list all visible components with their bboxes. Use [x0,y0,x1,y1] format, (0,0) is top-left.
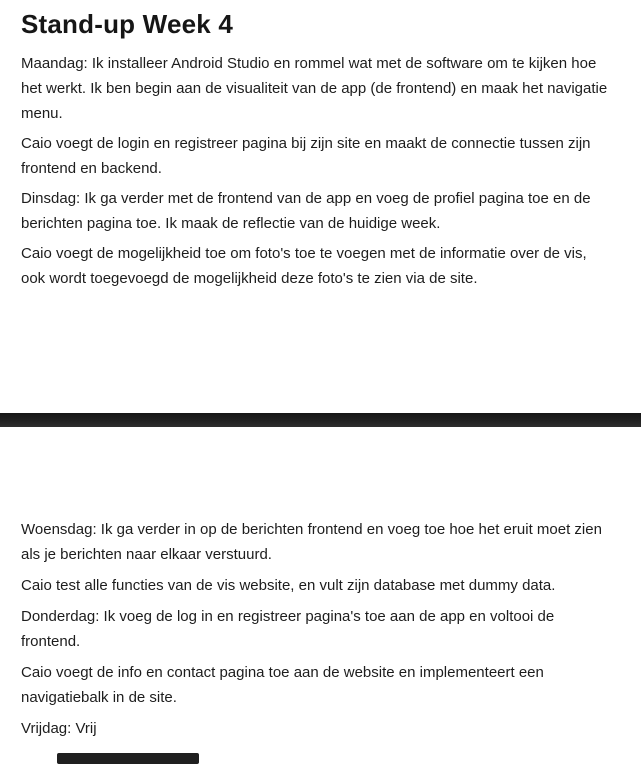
text-line: ook wordt toegevoegd de mogelijkheid deze foto's te zien via de site. [21,270,478,287]
text-line: frontend. [21,633,81,650]
text-line: frontend en backend. [21,160,162,177]
text-line: berichten pagina toe. Ik maak de reflectie van de huidige week. [21,215,441,232]
page-title: Stand-up Week 4 [21,9,234,39]
text-line: Woensdag: Ik ga verder in op de berichten frontend en voeg toe hoe het eruit moet zien [21,521,602,538]
text-line: Caio voegt de info en contact pagina toe aan de website en implementeert een [21,664,544,681]
text-line: Donderdag: Ik voeg de log in en registreer pagina's toe aan de app en voltooi de [21,608,555,625]
text-line: menu. [21,105,63,122]
text-line: het werkt. Ik ben begin aan de visualiteit van de app (de frontend) en maak het navigatie [21,80,608,97]
paragraph-vrijdag [21,716,621,741]
page-1 [21,0,621,296]
paragraph-caio-info [21,660,621,710]
text-line: Caio test alle functies van de vis website, en vult zijn database met dummy data. [21,577,556,594]
text-line: als je berichten naar elkaar verstuurd. [21,546,272,563]
text-line: Caio voegt de mogelijkheid toe om foto's toe te voegen met de informatie over de vis, [21,245,587,262]
paragraph-donderdag [21,604,621,654]
paragraph-caio-test [21,573,621,598]
page-separator [0,413,641,427]
horizontal-scrollbar-thumb[interactable] [57,753,199,764]
text-line: navigatiebalk in de site. [21,689,177,706]
paragraph-woensdag [21,517,621,567]
text-line: Maandag: Ik installeer Android Studio en rommel wat met de software om te kijken hoe [21,55,597,72]
paragraph-maandag [21,51,621,126]
paragraph-caio-fotos [21,241,621,291]
paragraph-dinsdag [21,186,621,236]
text-line: Vrijdag: Vrij [21,720,97,737]
page-2 [21,517,621,747]
text-line: Caio voegt de login en registreer pagina bij zijn site en maakt de connectie tussen zijn [21,135,591,152]
text-line: Dinsdag: Ik ga verder met de frontend van de app en voeg de profiel pagina toe en de [21,190,591,207]
paragraph-caio-login [21,131,621,181]
